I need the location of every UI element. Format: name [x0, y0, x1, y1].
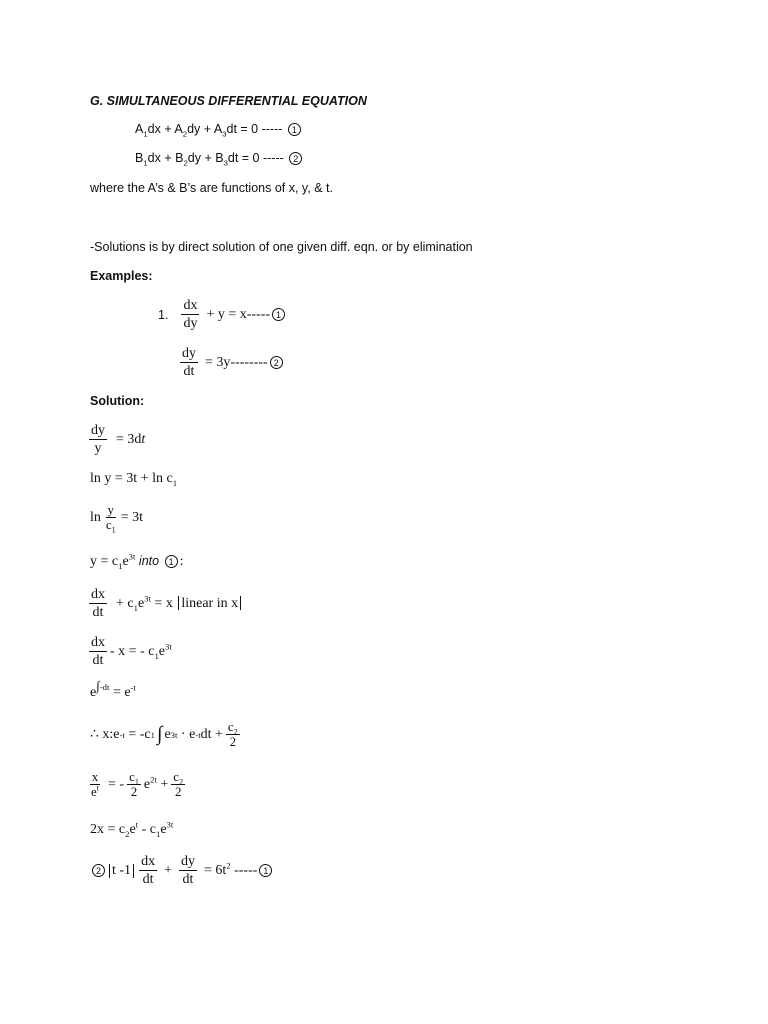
examples-label: Examples:: [90, 269, 153, 283]
step-separation: $\frac{dy}{y}$ = 3d t: [91, 423, 146, 456]
step-rearranged: $\frac{dx}{dt}$ - x = - $c_1e^{3t}$: [91, 635, 172, 668]
fraction: $\frac{dx}{dt}$: [91, 635, 105, 668]
step-multiply: ∴ x:e -t = -c 1 ∫ e 3t · e -t dt + $\frac{c_2}{2}$: [90, 719, 238, 749]
fraction: $\frac{c_2}{2}$: [227, 719, 238, 749]
equation-a: $A_1dx + A_2dy + A_3dt = 0$ ----- 1: [135, 122, 303, 136]
example-index: 1.: [158, 307, 169, 322]
circled-number: 2: [289, 152, 302, 165]
step-result: $\frac{x}{e^t}$ = - $\frac{c_1}{2}$ $e^{2t}$ + $\frac{c_2}{2}$: [91, 769, 184, 799]
where-text: where the A’s & B’s are functions of x, y, & t.: [90, 181, 333, 195]
fraction: $\frac{x}{e^t}$: [91, 769, 100, 799]
section-heading: G. SIMULTANEOUS DIFFERENTIAL EQUATION: [90, 94, 367, 108]
fraction: $\frac{dx}{dt}$: [141, 854, 156, 887]
step-linear: $\frac{dx}{dt}$ + $c_1e^{3t} = x$ linear in x: [86, 586, 243, 621]
fraction: $\frac{c_1}{2}$: [129, 769, 139, 799]
solutions-note: -Solutions is by direct solution of one given diff. eqn. or by elimination: [90, 240, 473, 254]
step-log: $\ln y = 3t + \ln c_1$: [90, 471, 178, 488]
circled-number: 1: [259, 864, 272, 877]
circled-number: 1: [272, 308, 285, 321]
fraction: $\frac{dy}{dt}$: [180, 854, 195, 887]
fraction: $\frac{dy}{y}$: [91, 423, 105, 456]
fraction: $\frac{y}{c_1}$: [105, 502, 116, 535]
fraction: $\frac{dx}{dy}$: [183, 298, 198, 331]
integral-sign: ∫: [156, 723, 163, 745]
step-substitute: $y = c_1e^{3t}$ into 1 :: [90, 551, 184, 571]
step-log-ratio: ln $\frac{y}{c_1}$ = 3t: [90, 502, 143, 535]
circled-number: 1: [165, 555, 178, 568]
equation-b: $B_1dx + B_2dy + B_3dt = 0$ ----- 2: [135, 151, 304, 165]
step-integrating-factor: $e^{\int-dt} = e^{-t}$: [90, 678, 136, 700]
example1-equation1: 1. $\frac{dx}{dy}$ + y = x----- 1: [158, 297, 287, 332]
example1-equation2: $\frac{dy}{dt}$ = 3y-------- 2: [177, 345, 285, 380]
fraction: $\frac{dy}{dt}$: [182, 346, 196, 379]
step-final: $2x = c_2e^t - c_1e^{3t}$: [90, 819, 174, 839]
circled-number: 2: [92, 864, 105, 877]
example2-equation: 2 t -1 $\frac{dx}{dt}$ + $\frac{dy}{dt}$ = $6t^2$ ----- 1: [90, 853, 274, 888]
circled-number: 2: [270, 356, 283, 369]
fraction: $\frac{dx}{dt}$: [91, 587, 105, 620]
solution-label: Solution:: [90, 394, 145, 408]
circled-number: 1: [288, 123, 301, 136]
fraction: $\frac{c_2}{2}$: [173, 769, 184, 799]
